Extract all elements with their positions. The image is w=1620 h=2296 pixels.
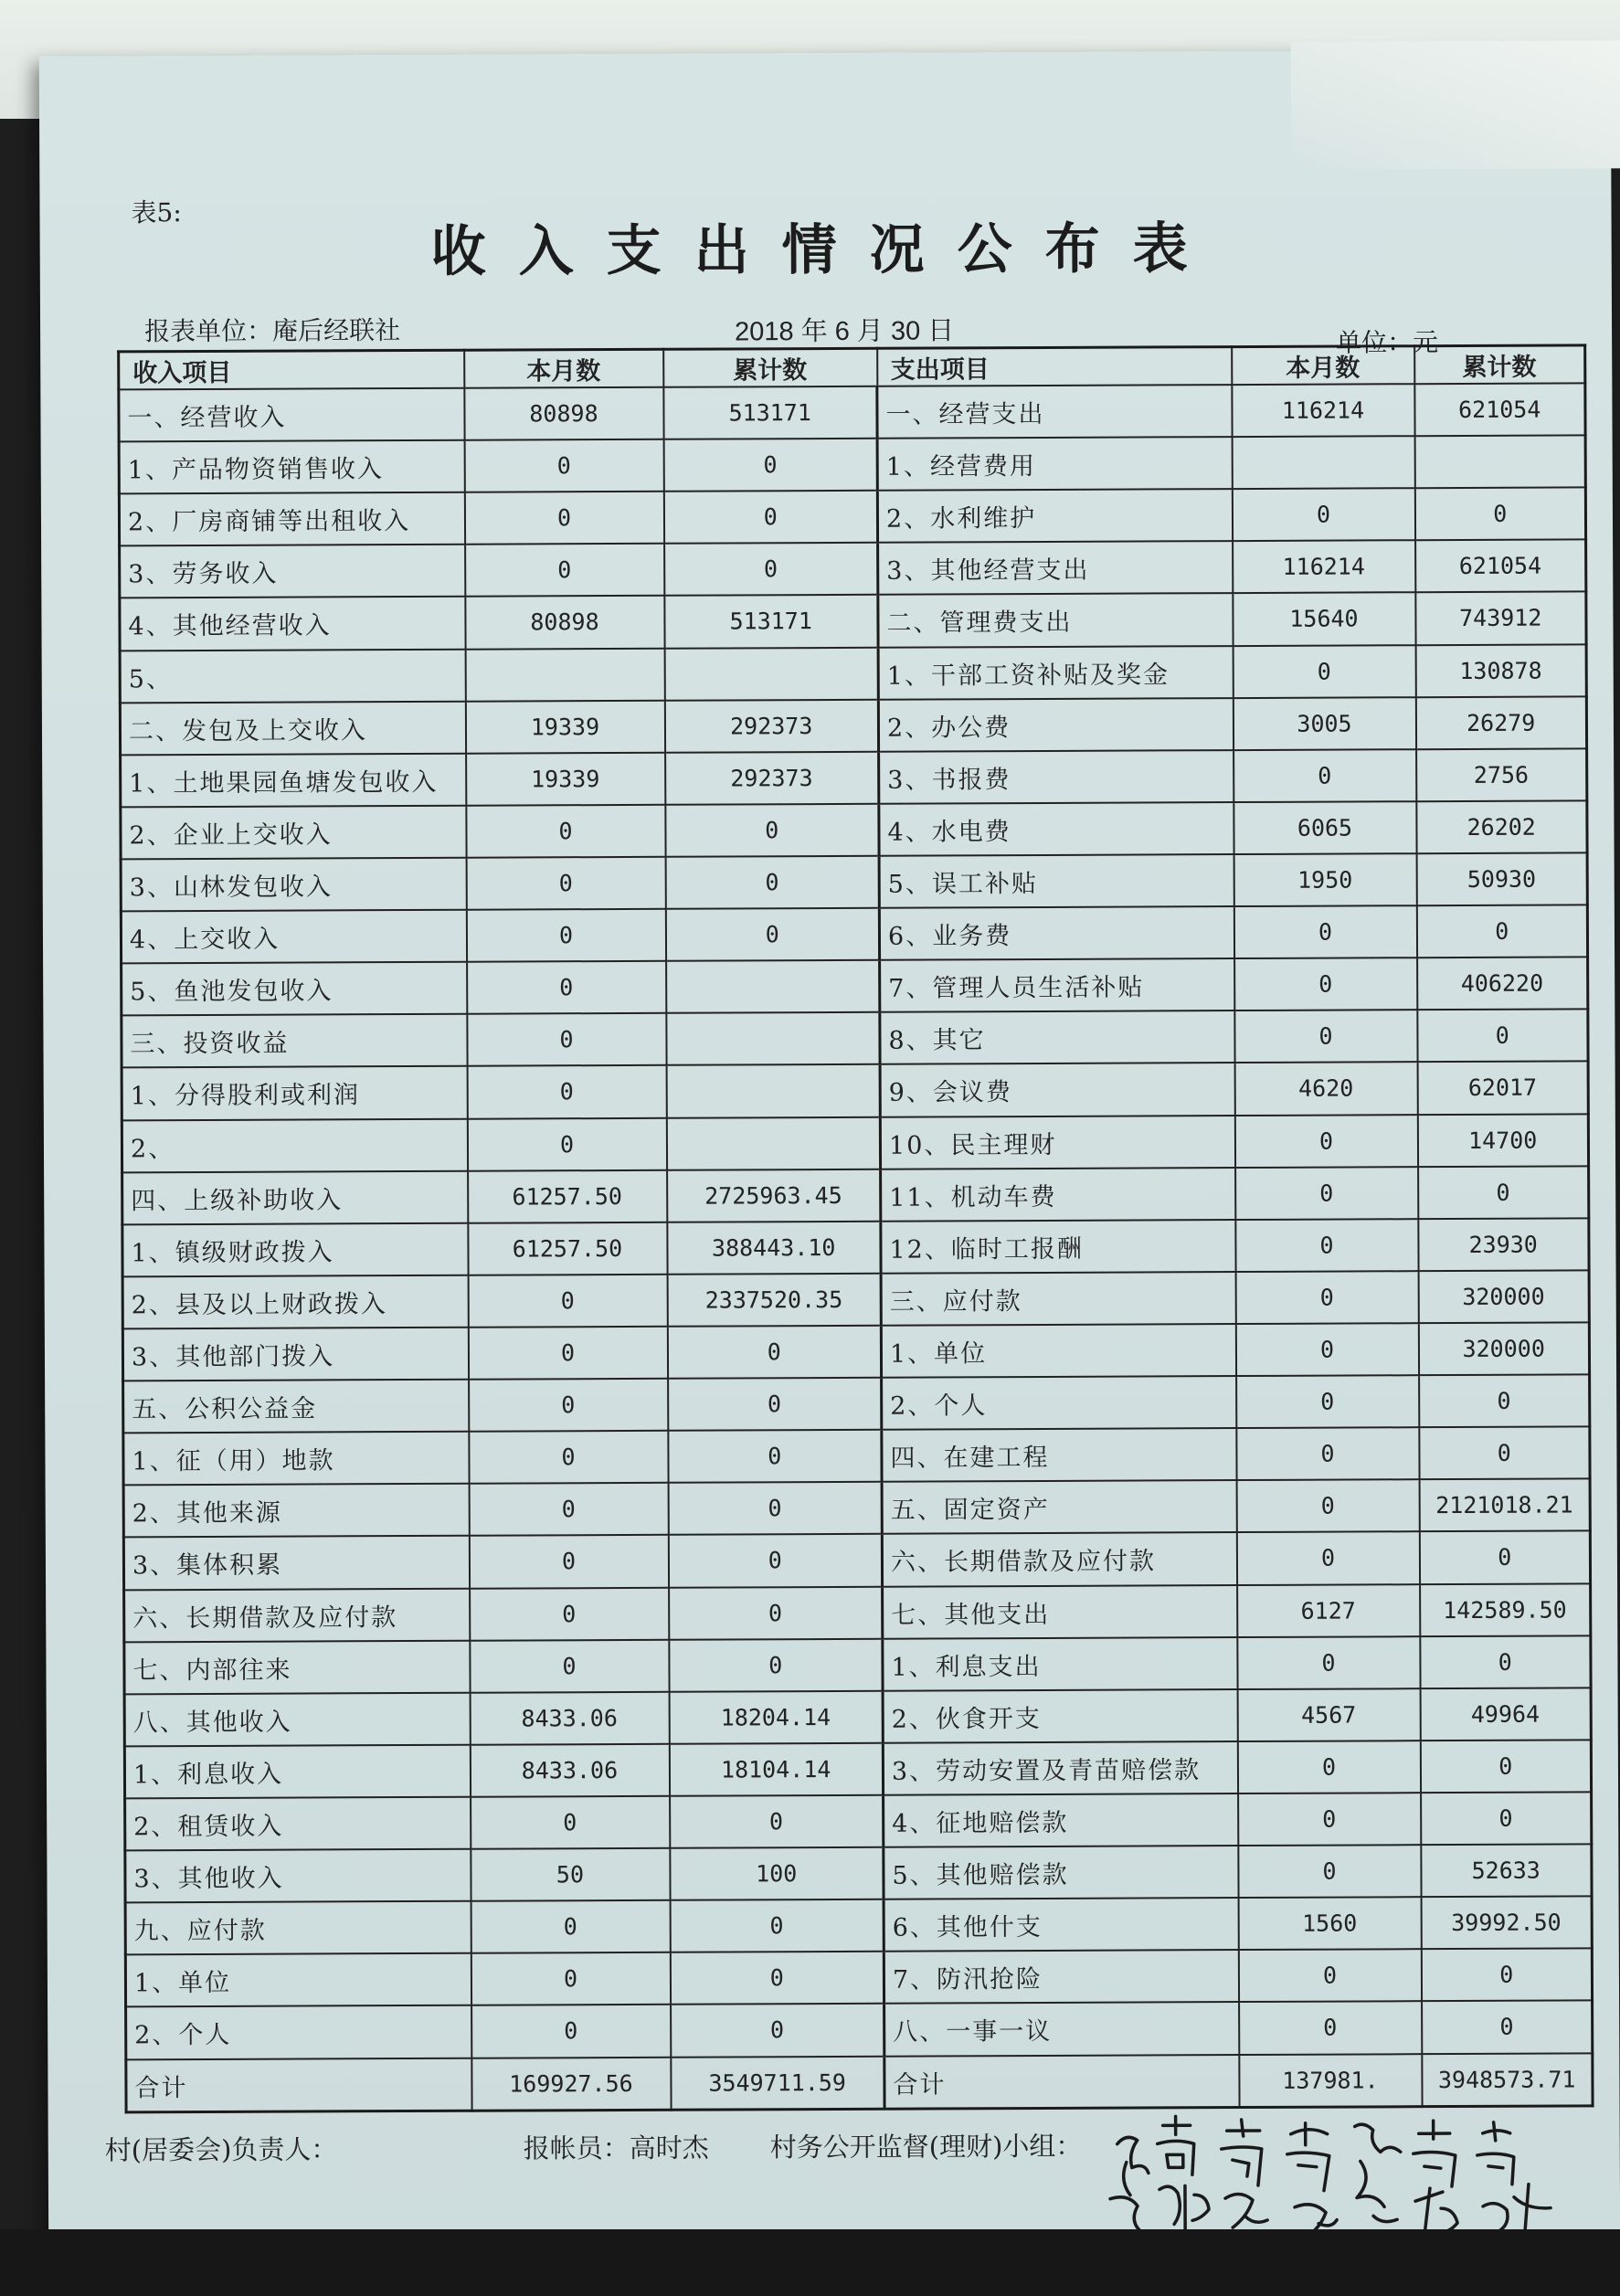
cell-income-cumulative [666,960,880,1013]
table-row [125,1792,1592,1850]
table-row [124,1688,1591,1746]
cell-expense-cumulative: 142589.50 [1420,1583,1591,1636]
cell-income-cumulative: 0 [670,1952,884,2005]
cell-expense-month: 4567 [1237,1688,1420,1741]
cell-income-cumulative: 0 [665,856,879,909]
cell-income-cumulative: 18204.14 [669,1690,883,1743]
cell-expense-cumulative: 406220 [1417,958,1588,1010]
cell-expense-cumulative: 50930 [1416,852,1587,905]
cell-income-item: 2、企业上交收入 [121,806,466,860]
table-row [120,540,1586,598]
cell-expense-month: 137981. [1239,2054,1422,2108]
cell-expense-item: 3、劳动安置及青苗赔偿款 [883,1741,1237,1795]
cell-income-cumulative: 2337520.35 [667,1274,881,1327]
table-header-row [119,345,1585,390]
cell-income-month: 0 [466,805,665,858]
cell-income-month: 0 [470,1587,669,1640]
table-row [125,1897,1592,1955]
cell-expense-item: 7、管理人员生活补贴 [880,958,1234,1012]
cell-expense-cumulative: 621054 [1414,383,1585,436]
table-row [122,1010,1588,1068]
table-row [119,435,1585,493]
total-row [126,2053,1593,2112]
cell-expense-month: 6065 [1234,801,1416,854]
cell-expense-item: 10、民主理财 [880,1116,1234,1169]
cell-expense-month [1232,436,1414,489]
cell-expense-item: 1、单位 [881,1324,1235,1378]
cell-expense-month: 0 [1235,1219,1418,1272]
cell-expense-month: 1560 [1238,1897,1421,1950]
cell-expense-month: 0 [1234,1115,1417,1168]
table-row [121,905,1587,963]
cell-income-month: 0 [471,2005,671,2058]
cell-expense-item: 2、水利维护 [877,489,1232,543]
cell-expense-month: 15640 [1233,593,1415,646]
cell-income-month: 0 [471,1900,670,1953]
cell-income-item: 3、集体积累 [123,1536,469,1590]
cell-income-item: 一、经营收入 [119,388,464,442]
cell-expense-month: 0 [1238,1949,1421,2002]
cell-expense-item: 一、经营支出 [877,385,1232,439]
table-row [122,1114,1588,1172]
cell-expense-cumulative: 0 [1419,1427,1590,1480]
cell-income-item: 1、分得股利或利润 [122,1066,467,1120]
cell-expense-item: 2、伙食开支 [883,1689,1237,1743]
cell-income-cumulative: 292373 [665,752,879,805]
cell-expense-cumulative: 0 [1418,1166,1589,1219]
cell-income-cumulative: 3549711.59 [671,2056,884,2110]
cell-expense-cumulative: 0 [1414,488,1585,541]
cell-expense-cumulative: 52633 [1421,1844,1592,1897]
cell-income-item: 3、劳务收入 [120,545,465,598]
cell-income-item: 六、长期借款及应付款 [124,1588,470,1642]
cell-expense-cumulative: 26202 [1416,800,1587,853]
cell-income-cumulative: 0 [669,1638,883,1691]
cell-expense-item: 8、其它 [880,1010,1234,1064]
cell-income-cumulative: 0 [669,1586,883,1639]
cell-expense-cumulative: 320000 [1418,1322,1589,1375]
cell-income-month: 0 [469,1483,668,1536]
income-expense-table [117,344,1594,2113]
cell-expense-cumulative: 23930 [1418,1218,1589,1271]
cell-expense-month: 0 [1236,1375,1419,1428]
document-title: 收入支出情况公布表 [430,217,1221,284]
cell-expense-month: 116214 [1233,541,1415,594]
cell-expense-item: 合计 [884,2055,1239,2110]
cell-expense-item: 3、书报费 [879,750,1234,804]
cell-expense-item: 五、固定资产 [882,1480,1236,1534]
cell-expense-item: 三、应付款 [881,1272,1235,1326]
cell-income-cumulative: 0 [670,1795,884,1848]
cell-income-month: 61257.50 [468,1169,667,1222]
cell-income-month: 0 [467,1117,666,1170]
cell-expense-item: 5、其他赔偿款 [884,1846,1238,1899]
cell-expense-month: 0 [1235,1271,1418,1324]
table-body [119,383,1593,2111]
cell-expense-item: 2、个人 [882,1376,1236,1430]
cell-income-item: 合计 [126,2058,471,2112]
table-row [120,696,1586,755]
bookkeeper-label: 报帐员：高时杰 [523,2132,709,2164]
cell-income-item: 3、其他收入 [125,1849,471,1903]
cell-income-cumulative [666,1012,880,1065]
table-row [124,1583,1591,1642]
cell-expense-month: 0 [1238,1845,1421,1898]
cell-expense-month: 4620 [1234,1063,1417,1116]
cell-income-item: 1、利息收入 [124,1745,470,1799]
cell-income-item: 2、个人 [126,2005,471,2059]
cell-expense-month: 0 [1232,488,1414,541]
cell-expense-item: 七、其他支出 [883,1585,1237,1639]
cell-expense-month: 0 [1239,2002,1422,2055]
cell-income-cumulative: 0 [668,1430,882,1483]
cell-expense-cumulative: 3948573.71 [1422,2053,1593,2107]
cell-income-item: 3、其他部门拨入 [122,1328,468,1381]
cell-income-item: 七、内部往来 [124,1640,470,1694]
cell-expense-month: 0 [1233,645,1415,698]
cell-income-item: 2、租赁收入 [125,1797,471,1851]
cell-expense-cumulative: 320000 [1418,1270,1589,1323]
cell-expense-cumulative: 0 [1421,1792,1592,1845]
cell-income-cumulative: 0 [667,1326,881,1379]
cell-income-item: 4、其他经营收入 [120,597,465,651]
table-row [121,748,1587,807]
cell-expense-cumulative: 2756 [1416,748,1587,801]
cell-income-cumulative: 0 [670,1899,884,1952]
cell-income-month: 8433.06 [470,1744,669,1797]
table-row [122,1166,1589,1224]
cell-income-cumulative: 0 [663,439,877,492]
header-expense-month: 本月数 [1232,346,1414,385]
cell-income-month [465,648,664,701]
cell-income-month: 19339 [466,753,665,806]
table-row [124,1740,1591,1798]
paper-sheet [39,49,1620,2253]
table-row [125,1844,1592,1902]
cell-expense-item: 八、一事一议 [884,2002,1239,2056]
cell-expense-item: 6、其他什支 [884,1898,1238,1952]
cell-income-item: 3、山林发包收入 [121,858,466,912]
cell-expense-cumulative: 0 [1416,905,1587,958]
cell-income-month: 8433.06 [470,1692,669,1745]
cell-expense-month: 0 [1235,1167,1418,1220]
cell-expense-month: 0 [1238,1793,1421,1846]
header-expense-cumulative: 累计数 [1414,345,1585,384]
cell-expense-item: 1、干部工资补贴及奖金 [878,646,1233,700]
cell-expense-month: 0 [1234,749,1416,802]
cell-income-month: 61257.50 [468,1222,667,1275]
cell-expense-month: 0 [1234,905,1416,958]
table-row [123,1427,1590,1486]
table-row [122,958,1588,1016]
cell-expense-item: 6、业务费 [879,906,1234,960]
cell-expense-item: 1、利息支出 [883,1637,1237,1691]
cell-income-cumulative [666,1116,880,1169]
cell-expense-cumulative: 49964 [1420,1688,1591,1741]
cell-income-month: 19339 [465,700,664,753]
reporting-unit: 报表单位：庵后经联社 [144,315,401,347]
cell-income-month: 0 [467,1065,666,1118]
cell-expense-cumulative: 26279 [1415,696,1586,749]
cell-income-item: 四、上级补助收入 [122,1170,468,1224]
cell-income-item: 2、厂房商铺等出租收入 [119,492,464,546]
cell-income-cumulative: 0 [665,804,879,857]
cell-income-cumulative: 2725963.45 [667,1169,881,1222]
cell-income-month: 50 [471,1848,670,1901]
cell-income-month: 0 [465,544,664,597]
photo-background-bottom [0,2229,1620,2296]
cell-expense-month: 0 [1236,1427,1419,1480]
cell-expense-item: 1、经营费用 [877,437,1232,491]
cell-expense-item: 4、征地赔偿款 [884,1793,1238,1847]
cell-income-month: 0 [469,1535,668,1588]
cell-income-month: 0 [464,492,663,545]
cell-income-month: 0 [467,961,666,1014]
cell-expense-cumulative: 621054 [1415,540,1586,593]
cell-income-month: 0 [467,1013,666,1066]
cell-income-month: 80898 [464,387,663,440]
cell-income-cumulative: 0 [664,543,878,596]
cell-income-cumulative: 513171 [663,386,877,439]
cell-expense-item: 12、临时工报酬 [881,1220,1235,1274]
cell-income-cumulative: 513171 [664,595,878,648]
cell-income-month: 0 [468,1327,667,1380]
cell-income-cumulative: 0 [671,2004,884,2057]
cell-income-month: 0 [471,1952,670,2005]
cell-income-cumulative: 388443.10 [667,1222,881,1275]
report-date: 2018 年 6 月 30 日 [735,316,955,347]
cell-income-month: 0 [466,857,665,910]
cell-income-month: 0 [471,1796,670,1849]
header-income-item: 收入项目 [119,350,464,389]
cell-expense-month: 0 [1237,1636,1420,1689]
cell-income-month: 0 [464,439,663,492]
table-row [123,1374,1590,1433]
table-row [120,592,1586,651]
currency-unit: 单位：元 [1336,327,1439,358]
cell-income-item: 八、其他收入 [124,1692,470,1746]
cell-income-item: 2、 [122,1118,467,1172]
table-row [124,1635,1591,1694]
cell-income-item: 九、应付款 [125,1901,471,1955]
cell-income-item: 二、发包及上交收入 [120,701,465,755]
cell-income-cumulative: 100 [670,1847,884,1900]
village-head-label: 村(居委会)负责人： [104,2133,338,2166]
cell-income-cumulative [664,647,878,700]
cell-expense-cumulative: 62017 [1417,1062,1588,1115]
cell-expense-item: 2、办公费 [878,698,1233,752]
paper-fold [1291,40,1620,170]
cell-expense-cumulative: 0 [1419,1531,1590,1584]
cell-income-cumulative: 18104.14 [669,1743,883,1796]
cell-income-item: 2、县及以上财政拨入 [122,1275,468,1329]
cell-expense-item: 二、管理费支出 [878,594,1233,648]
cell-expense-cumulative: 0 [1419,1374,1590,1427]
cell-expense-item: 4、水电费 [879,802,1234,856]
cell-income-cumulative: 0 [665,908,879,961]
header-income-cumulative: 累计数 [663,348,877,387]
cell-income-item: 1、征（用）地款 [123,1432,469,1486]
cell-expense-cumulative: 743912 [1415,592,1586,645]
cell-income-item: 5、 [120,649,465,703]
cell-expense-month: 0 [1234,1010,1417,1063]
cell-expense-item: 四、在建工程 [882,1428,1236,1482]
cell-income-month: 80898 [465,596,664,649]
cell-income-cumulative: 292373 [664,699,878,752]
cell-income-item: 2、其他来源 [123,1484,469,1538]
cell-expense-cumulative: 0 [1422,2001,1593,2054]
cell-expense-item: 11、机动车费 [881,1168,1235,1222]
cell-income-cumulative [666,1064,880,1117]
cell-expense-month: 0 [1236,1479,1419,1532]
cell-income-month: 0 [469,1431,668,1484]
cell-income-cumulative: 0 [668,1378,882,1431]
cell-expense-month: 0 [1237,1741,1420,1793]
cell-expense-item: 六、长期借款及应付款 [882,1532,1236,1586]
supervision-label: 村务公开监督(理财)小组： [769,2130,1083,2164]
table-number: 表5: [131,197,182,228]
cell-expense-month: 6127 [1237,1584,1420,1637]
cell-income-month: 0 [469,1379,668,1432]
cell-expense-month: 0 [1234,958,1417,1010]
cell-expense-month: 3005 [1233,697,1415,750]
cell-expense-item: 3、其他经营支出 [878,541,1233,595]
cell-income-month: 0 [468,1275,667,1328]
cell-expense-cumulative: 0 [1421,1949,1592,2002]
table-row [120,644,1586,703]
cell-expense-cumulative: 130878 [1415,644,1586,697]
cell-expense-cumulative: 14700 [1417,1114,1588,1167]
cell-income-cumulative: 0 [668,1482,882,1535]
header-expense-item: 支出项目 [877,347,1232,386]
table-row [123,1479,1590,1538]
cell-income-item: 1、土地果园鱼塘发包收入 [121,753,466,807]
cell-expense-cumulative [1414,435,1585,488]
cell-income-item: 1、产品物资销售收入 [119,440,464,494]
cell-income-item: 4、上交收入 [121,910,466,964]
table-row [119,488,1585,546]
table-row [122,1062,1588,1120]
cell-expense-item: 9、会议费 [880,1063,1234,1116]
cell-expense-month: 1950 [1234,853,1416,906]
cell-income-month: 0 [466,909,665,962]
cell-expense-month: 0 [1236,1532,1419,1585]
cell-expense-item: 5、误工补贴 [879,854,1234,908]
table-row [123,1531,1590,1590]
cell-expense-month: 0 [1235,1323,1418,1376]
cell-expense-cumulative: 0 [1417,1010,1588,1063]
cell-income-item: 1、镇级财政拨入 [122,1222,468,1276]
cell-expense-cumulative: 0 [1420,1635,1591,1688]
table-row [122,1218,1589,1276]
cell-income-month: 0 [470,1639,669,1692]
cell-income-month: 169927.56 [471,2057,671,2111]
table-row [121,852,1587,911]
cell-expense-cumulative: 39992.50 [1421,1897,1592,1950]
table-row [126,2001,1593,2059]
cell-income-cumulative: 0 [668,1534,882,1587]
cell-expense-cumulative: 0 [1420,1740,1591,1793]
table-row [122,1270,1589,1328]
cell-expense-cumulative: 2121018.21 [1419,1479,1590,1532]
cell-expense-month: 116214 [1232,384,1414,437]
cell-income-item: 五、公积公益金 [123,1380,469,1434]
cell-expense-item: 7、防汛抢险 [884,1950,1238,2004]
cell-income-cumulative: 0 [663,491,877,544]
table-row [121,800,1587,859]
table-row [122,1322,1589,1381]
cell-income-item: 三、投资收益 [122,1014,467,1068]
cell-income-item: 1、单位 [125,1953,471,2007]
table-row [119,383,1585,441]
cell-income-item: 5、鱼池发包收入 [122,962,467,1016]
header-income-month: 本月数 [464,349,663,387]
table-row [125,1949,1592,2007]
